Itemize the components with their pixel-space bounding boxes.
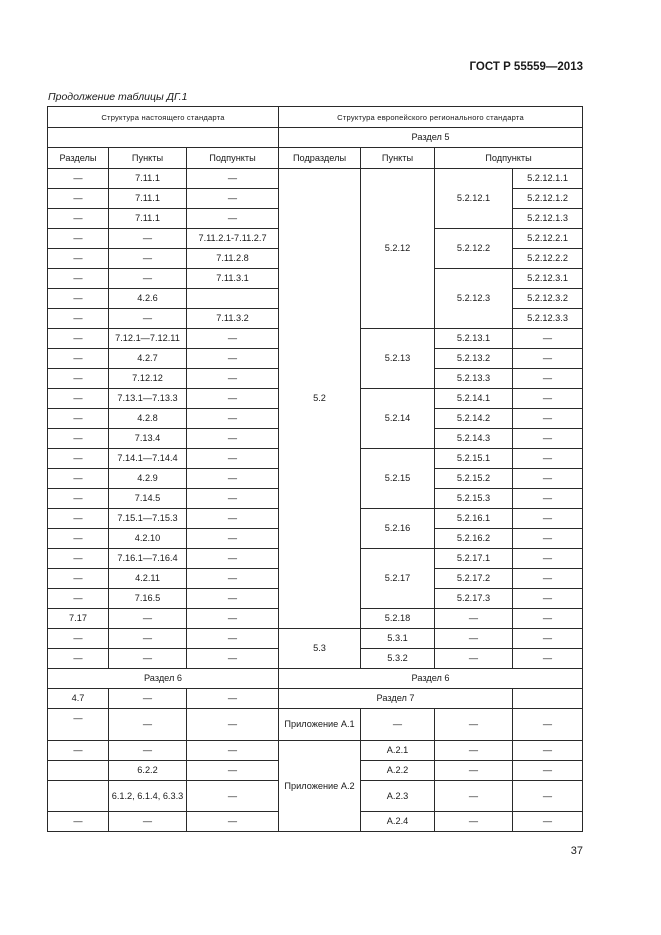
cell-podpunkty: 7.11.2.8 — [187, 249, 279, 269]
cell-razdely: — — [48, 549, 109, 569]
col-header-podpunkty-right: Подпункты — [435, 148, 583, 169]
cell-podpunkty: — — [187, 409, 279, 429]
cell-podpunkt: 5.2.17.1 — [435, 549, 513, 569]
cell-punkty: 4.2.10 — [109, 529, 187, 549]
cell-dash: — — [513, 761, 583, 781]
cell-razdely: — — [48, 189, 109, 209]
cell-podpunkt: 5.2.17.3 — [435, 589, 513, 609]
cell-razdely: — — [48, 649, 109, 669]
cell-subsection-5-2: 5.2 — [279, 169, 361, 629]
cell-dash: — — [187, 741, 279, 761]
cell-5-2-12-2: 5.2.12.2 — [435, 229, 513, 269]
col-header-razdely: Разделы — [48, 148, 109, 169]
cell-5-3-1: 5.3.1 — [361, 629, 435, 649]
group-header-left: Структура настоящего стандарта — [48, 107, 279, 128]
empty-cell — [48, 761, 109, 781]
cell-p-5-2-14: 5.2.14 — [361, 389, 435, 449]
cell-dash: — — [513, 741, 583, 761]
cell-dash: — — [435, 629, 513, 649]
cell-podpunkt: 5.2.14.3 — [435, 429, 513, 449]
column-header-row — [48, 148, 583, 169]
cell-podpunkt: 5.2.12.3.3 — [513, 309, 583, 329]
cell-punkty: 4.2.7 — [109, 349, 187, 369]
empty-cell — [513, 689, 583, 709]
cell-razdely: — — [48, 289, 109, 309]
annex-a1-row — [48, 709, 583, 741]
cell-podpunkty: 7.11.3.2 — [187, 309, 279, 329]
cell-podpunkty: — — [187, 649, 279, 669]
cell-punkty: 7.16.5 — [109, 589, 187, 609]
cell-dash: — — [109, 689, 187, 709]
cell-podpunkt: 5.2.12.3.2 — [513, 289, 583, 309]
cell-podpunkty: — — [187, 329, 279, 349]
cell-punkty: 6.1.2, 6.1.4, 6.3.3 — [109, 781, 187, 812]
cell-dash: — — [361, 709, 435, 741]
group-header-row — [48, 107, 583, 128]
cell-punkty: — — [109, 649, 187, 669]
cell-razdely: — — [48, 449, 109, 469]
section7-row — [48, 689, 583, 709]
cell-dash: — — [109, 709, 187, 741]
cell-podpunkty: — — [187, 429, 279, 449]
cell-dash: — — [513, 349, 583, 369]
cell-razdely: — — [48, 329, 109, 349]
cell-punkty: 4.2.9 — [109, 469, 187, 489]
cell-punkty: 7.11.1 — [109, 209, 187, 229]
cell-podpunkt: 5.2.14.1 — [435, 389, 513, 409]
cell-punkty: 7.15.1—7.15.3 — [109, 509, 187, 529]
cell-dash: — — [513, 709, 583, 741]
table-row — [48, 169, 583, 189]
cell-punkty: 7.14.5 — [109, 489, 187, 509]
cell-dash: — — [187, 689, 279, 709]
col-header-podpunkty: Подпункты — [187, 148, 279, 169]
section6-row — [48, 669, 583, 689]
table-row — [48, 629, 583, 649]
cell-dash: — — [435, 609, 513, 629]
cell-punkty: 7.13.4 — [109, 429, 187, 449]
cell-dash: — — [513, 781, 583, 812]
cell-p-5-2-17: 5.2.17 — [361, 549, 435, 609]
cell-annex-a1: Приложение А.1 — [279, 709, 361, 741]
cell-dash: — — [513, 649, 583, 669]
cell-podpunkt: 5.2.15.3 — [435, 489, 513, 509]
cell-dash: — — [435, 649, 513, 669]
cell-podpunkt: 5.2.15.2 — [435, 469, 513, 489]
cell-dash: — — [513, 529, 583, 549]
group-header-right: Структура европейского регионального стандарта — [279, 107, 583, 128]
cell-punkty: 7.12.1—7.12.11 — [109, 329, 187, 349]
cell-punkty: 7.11.1 — [109, 189, 187, 209]
cell-dash: — — [187, 812, 279, 832]
cell-punkty: — — [109, 269, 187, 289]
cell-razdely: — — [48, 229, 109, 249]
cell-punkty: 4.2.11 — [109, 569, 187, 589]
cell-podpunkty: — — [187, 589, 279, 609]
cell-podpunkt: 5.2.17.2 — [435, 569, 513, 589]
cell-razdely: — — [48, 409, 109, 429]
cell-dash: — — [513, 409, 583, 429]
cell-punkty: 6.2.2 — [109, 761, 187, 781]
cell-dash: — — [187, 761, 279, 781]
cell-punkty: 7.13.1—7.13.3 — [109, 389, 187, 409]
cell-razdely: — — [48, 389, 109, 409]
cell-punkty: — — [109, 249, 187, 269]
cell-razdely: 7.17 — [48, 609, 109, 629]
section5-header: Раздел 5 — [279, 128, 583, 148]
cell-razdely: — — [48, 249, 109, 269]
cell-dash: — — [513, 589, 583, 609]
cell-podpunkt: 5.2.16.2 — [435, 529, 513, 549]
cell-annex-item: А.2.3 — [361, 781, 435, 812]
cell-dash: — — [513, 609, 583, 629]
cell-dash: — — [513, 449, 583, 469]
cell-dash: — — [48, 709, 109, 741]
annex-a2-row — [48, 741, 583, 761]
cell-podpunkty: — — [187, 169, 279, 189]
correspondence-table — [47, 106, 583, 832]
cell-podpunkt: 5.2.12.1.1 — [513, 169, 583, 189]
cell-podpunkty: — — [187, 569, 279, 589]
cell-podpunkt: 5.2.13.2 — [435, 349, 513, 369]
cell-punkty: — — [109, 629, 187, 649]
cell-razdely: — — [48, 589, 109, 609]
cell-podpunkty: — — [187, 369, 279, 389]
cell-podpunkt: 5.2.14.2 — [435, 409, 513, 429]
cell-punkty: 7.16.1—7.16.4 — [109, 549, 187, 569]
cell-punkty: 4.2.8 — [109, 409, 187, 429]
cell-punkty: — — [109, 229, 187, 249]
cell-razdely: — — [48, 209, 109, 229]
cell-razdely: — — [48, 169, 109, 189]
cell-dash: — — [513, 489, 583, 509]
cell-podpunkt: 5.2.13.1 — [435, 329, 513, 349]
cell-razdely: — — [48, 309, 109, 329]
cell-punkty: 7.11.1 — [109, 169, 187, 189]
cell-razdely: — — [48, 429, 109, 449]
cell-dash: — — [513, 429, 583, 449]
cell-dash: — — [513, 629, 583, 649]
cell-5-2-12-3: 5.2.12.3 — [435, 269, 513, 329]
cell-podpunkty: — — [187, 469, 279, 489]
table-caption: Продолжение таблицы ДГ.1 — [48, 91, 188, 103]
cell-podpunkt: 5.2.12.1.2 — [513, 189, 583, 209]
cell-razdely: — — [48, 469, 109, 489]
cell-podpunkty: — — [187, 189, 279, 209]
cell-razdely: — — [48, 529, 109, 549]
cell-podpunkt: 5.2.12.2.1 — [513, 229, 583, 249]
cell-punkty: — — [109, 812, 187, 832]
cell-p-5-2-13: 5.2.13 — [361, 329, 435, 389]
document-title: ГОСТ Р 55559—2013 — [469, 61, 583, 73]
cell-4-7: 4.7 — [48, 689, 109, 709]
cell-podpunkty: — — [187, 349, 279, 369]
cell-dash: — — [435, 781, 513, 812]
cell-podpunkt: 5.2.12.1.3 — [513, 209, 583, 229]
cell-dash: — — [513, 549, 583, 569]
cell-razdely: — — [48, 269, 109, 289]
cell-razdely: — — [48, 569, 109, 589]
cell-dash: — — [435, 812, 513, 832]
cell-punkty: 4.2.6 — [109, 289, 187, 309]
cell-subsection-5-3: 5.3 — [279, 629, 361, 669]
cell-dash: — — [187, 781, 279, 812]
cell-podpunkty: — — [187, 529, 279, 549]
empty-cell — [48, 781, 109, 812]
cell-punkty: — — [109, 741, 187, 761]
cell-podpunkt: 5.2.16.1 — [435, 509, 513, 529]
cell-p-5-2-15: 5.2.15 — [361, 449, 435, 509]
section7-header: Раздел 7 — [279, 689, 513, 709]
cell-5-3-2: 5.3.2 — [361, 649, 435, 669]
cell-podpunkty: — — [187, 609, 279, 629]
cell-podpunkt: 5.2.15.1 — [435, 449, 513, 469]
col-header-punkty-right: Пункты — [361, 148, 435, 169]
cell-dash: — — [435, 761, 513, 781]
cell-razdely: — — [48, 369, 109, 389]
cell-razdely: — — [48, 629, 109, 649]
cell-podpunkty: — — [187, 549, 279, 569]
cell-punkty: 7.14.1—7.14.4 — [109, 449, 187, 469]
page-number: 37 — [570, 845, 583, 857]
cell-annex-item: А.2.2 — [361, 761, 435, 781]
cell-podpunkty: — — [187, 209, 279, 229]
section6-left: Раздел 6 — [48, 669, 279, 689]
col-header-podrazdely: Подразделы — [279, 148, 361, 169]
cell-dash: — — [435, 741, 513, 761]
cell-razdely: — — [48, 489, 109, 509]
cell-podpunkt: 5.2.12.2.2 — [513, 249, 583, 269]
cell-podpunkt: 5.2.12.3.1 — [513, 269, 583, 289]
cell-podpunkt: 5.2.13.3 — [435, 369, 513, 389]
cell-podpunkty: 7.11.3.1 — [187, 269, 279, 289]
cell-punkty: 7.12.12 — [109, 369, 187, 389]
cell-dash: — — [513, 329, 583, 349]
cell-razdely: — — [48, 509, 109, 529]
section6-right: Раздел 6 — [279, 669, 583, 689]
cell-podpunkty: 7.11.2.1-7.11.2.7 — [187, 229, 279, 249]
cell-podpunkty: — — [187, 389, 279, 409]
cell-podpunkty: — — [187, 489, 279, 509]
cell-razdely: — — [48, 349, 109, 369]
cell-dash: — — [513, 469, 583, 489]
cell-dash: — — [187, 709, 279, 741]
cell-dash: — — [435, 709, 513, 741]
cell-dash: — — [48, 741, 109, 761]
cell-punkty: — — [109, 309, 187, 329]
cell-dash: — — [48, 812, 109, 832]
cell-annex-a2: Приложение А.2 — [279, 741, 361, 832]
cell-podpunkty: — — [187, 509, 279, 529]
cell-dash: — — [513, 509, 583, 529]
cell-podpunkty: — — [187, 449, 279, 469]
cell-dash: — — [513, 369, 583, 389]
cell-podpunkty: — — [187, 629, 279, 649]
cell-podpunkty — [187, 289, 279, 309]
col-header-punkty: Пункты — [109, 148, 187, 169]
cell-dash: — — [513, 389, 583, 409]
cell-punkty: — — [109, 609, 187, 629]
cell-annex-item: А.2.4 — [361, 812, 435, 832]
cell-5-2-18: 5.2.18 — [361, 609, 435, 629]
cell-dash: — — [513, 812, 583, 832]
cell-5-2-12-1: 5.2.12.1 — [435, 169, 513, 229]
cell-dash: — — [513, 569, 583, 589]
cell-p-5-2-16: 5.2.16 — [361, 509, 435, 549]
cell-punkt-5-2-12: 5.2.12 — [361, 169, 435, 329]
empty-cell — [48, 128, 279, 148]
section5-row — [48, 128, 583, 148]
cell-annex-item: А.2.1 — [361, 741, 435, 761]
